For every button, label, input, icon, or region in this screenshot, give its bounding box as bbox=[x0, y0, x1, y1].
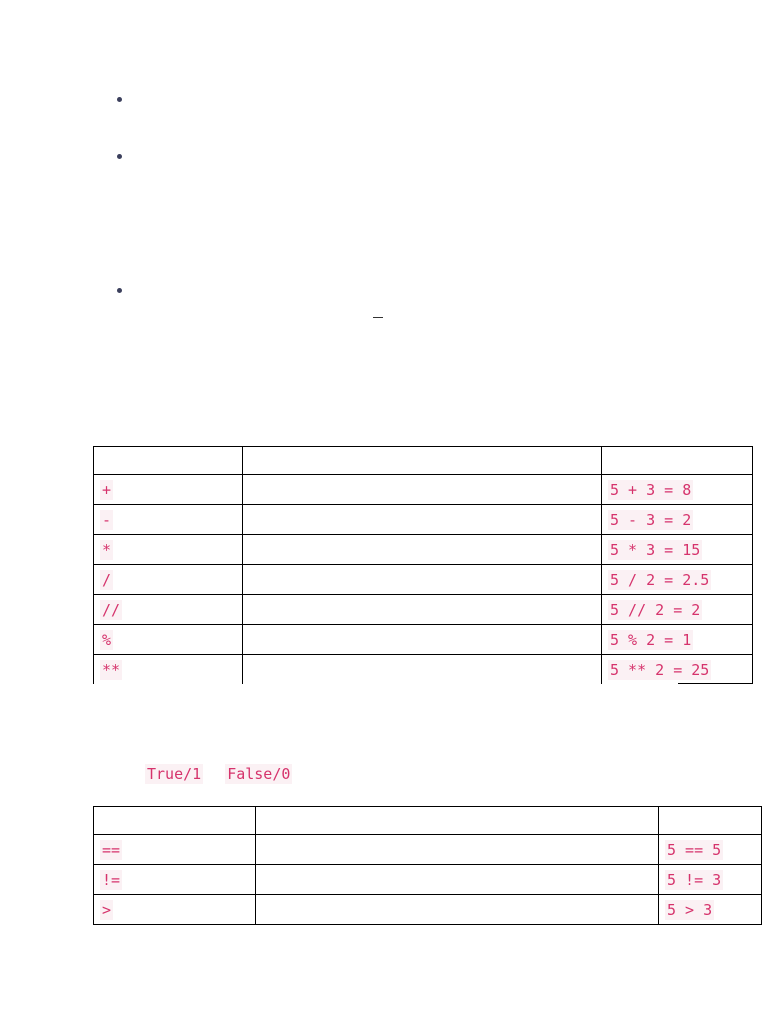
operator-cell bbox=[94, 565, 243, 595]
example-code: 5 * 3 = 15 bbox=[610, 540, 701, 559]
header-cell bbox=[256, 807, 659, 835]
underscore-mark bbox=[373, 317, 383, 318]
example-cell bbox=[602, 655, 753, 685]
example-code: 5 // 2 = 2 bbox=[610, 600, 701, 619]
header-cell bbox=[94, 447, 243, 475]
description-cell bbox=[243, 505, 602, 535]
example-cell bbox=[602, 595, 753, 625]
example-code: 5 / 2 = 2.5 bbox=[610, 570, 710, 589]
operator-cell bbox=[94, 535, 243, 565]
header-cell bbox=[602, 447, 753, 475]
operator-code: * bbox=[102, 540, 112, 559]
description-cell bbox=[243, 475, 602, 505]
example-code: 5 + 3 = 8 bbox=[610, 480, 692, 499]
true-value-code: True/1 bbox=[147, 765, 202, 783]
header-cell bbox=[94, 807, 256, 835]
list-bullet bbox=[117, 288, 122, 293]
operator-code: ** bbox=[102, 660, 121, 679]
description-cell bbox=[243, 655, 602, 685]
operator-cell bbox=[94, 835, 256, 865]
example-code: 5 > 3 bbox=[667, 900, 713, 919]
operator-cell bbox=[94, 505, 243, 535]
example-cell bbox=[659, 895, 762, 925]
table-row bbox=[94, 835, 762, 865]
operator-cell bbox=[94, 895, 256, 925]
operator-cell bbox=[94, 475, 243, 505]
example-code: 5 ** 2 = 25 bbox=[610, 660, 710, 679]
operator-code: - bbox=[102, 510, 112, 529]
example-code: 5 % 2 = 1 bbox=[610, 630, 692, 649]
operator-code: == bbox=[102, 840, 121, 859]
description-cell bbox=[243, 595, 602, 625]
operator-code: + bbox=[102, 480, 112, 499]
description-cell bbox=[256, 895, 659, 925]
example-cell bbox=[602, 625, 753, 655]
example-cell bbox=[602, 565, 753, 595]
description-cell bbox=[256, 835, 659, 865]
header-cell bbox=[659, 807, 762, 835]
table-header-row bbox=[94, 447, 753, 475]
operator-code: / bbox=[102, 570, 112, 589]
list-bullet bbox=[117, 97, 122, 102]
operator-code: // bbox=[102, 600, 121, 619]
table-row bbox=[94, 505, 753, 535]
example-code: 5 != 3 bbox=[667, 870, 722, 889]
example-cell bbox=[659, 835, 762, 865]
description-cell bbox=[256, 865, 659, 895]
table-row bbox=[94, 655, 753, 685]
table-header-row bbox=[94, 807, 762, 835]
operator-cell bbox=[94, 655, 243, 685]
table-row bbox=[94, 475, 753, 505]
boolean-values-line bbox=[145, 764, 292, 784]
example-cell bbox=[602, 475, 753, 505]
table-row bbox=[94, 595, 753, 625]
example-code: 5 - 3 = 2 bbox=[610, 510, 692, 529]
operator-cell bbox=[94, 595, 243, 625]
example-cell bbox=[602, 535, 753, 565]
list-bullet bbox=[117, 154, 122, 159]
table-row bbox=[94, 535, 753, 565]
operator-cell bbox=[94, 865, 256, 895]
description-cell bbox=[243, 565, 602, 595]
table-row bbox=[94, 565, 753, 595]
header-cell bbox=[243, 447, 602, 475]
table-row bbox=[94, 865, 762, 895]
arithmetic-operators-table bbox=[93, 446, 753, 684]
table-border-fragment bbox=[678, 683, 752, 684]
operator-code: != bbox=[102, 870, 121, 889]
operator-code: % bbox=[102, 630, 112, 649]
example-cell bbox=[659, 865, 762, 895]
comparison-operators-table bbox=[93, 806, 762, 925]
example-code: 5 == 5 bbox=[667, 840, 722, 859]
operator-code: > bbox=[102, 900, 112, 919]
operator-cell bbox=[94, 625, 243, 655]
table-row bbox=[94, 625, 753, 655]
table-row bbox=[94, 895, 762, 925]
example-cell bbox=[602, 505, 753, 535]
false-value-code: False/0 bbox=[227, 765, 291, 783]
description-cell bbox=[243, 535, 602, 565]
description-cell bbox=[243, 625, 602, 655]
